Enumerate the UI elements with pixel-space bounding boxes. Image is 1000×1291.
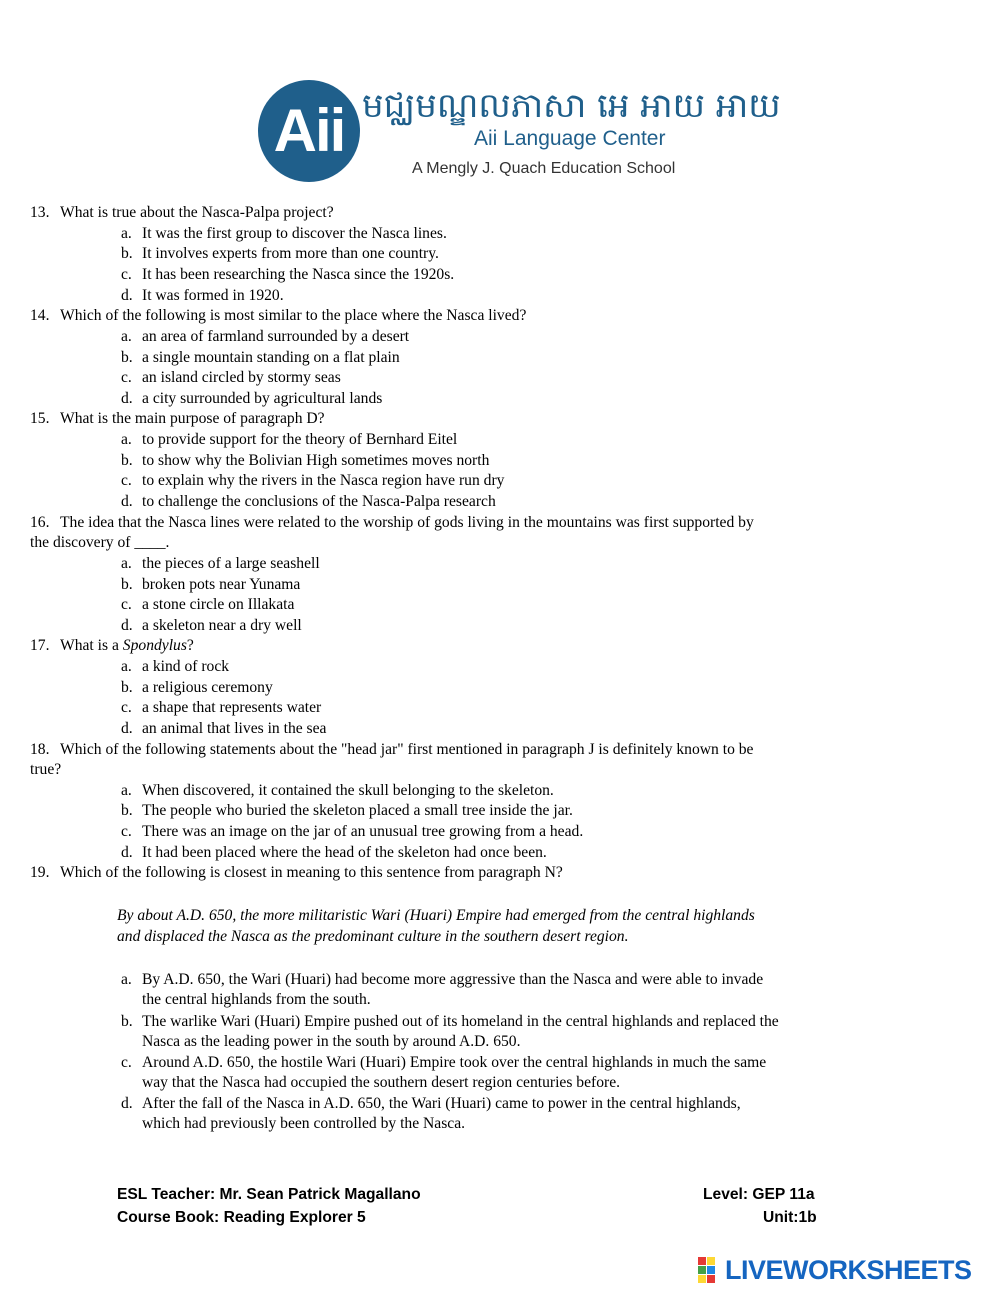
- q17-option-d[interactable]: d. an animal that lives in the sea: [121, 720, 327, 737]
- teacher-label: ESL Teacher: Mr. Sean Patrick Magallano: [117, 1186, 421, 1203]
- q18-option-d[interactable]: d. It had been placed where the head of the skeleton had once been.: [121, 844, 547, 861]
- question-16: 16. The idea that the Nasca lines were related to the worship of gods living in the mountains was first supported by: [30, 514, 754, 531]
- q18-option-a[interactable]: a. When discovered, it contained the skull belonging to the skeleton.: [121, 782, 554, 799]
- q19-option-c[interactable]: c. Around A.D. 650, the hostile Wari (Huari) Empire took over the central highlands in much the same: [121, 1054, 767, 1071]
- q13-option-a[interactable]: a. It was the first group to discover the Nasca lines.: [121, 225, 447, 242]
- logo-block-blue: [707, 1266, 715, 1274]
- question-15: 15. What is the main purpose of paragraph D?: [30, 410, 325, 427]
- q16-option-d[interactable]: d. a skeleton near a dry well: [121, 617, 302, 634]
- q19-option-d-cont[interactable]: which had previously been controlled by the Nasca.: [142, 1115, 466, 1132]
- question-18-continued: true?: [30, 761, 62, 778]
- q15-option-c[interactable]: c. to explain why the rivers in the Nasca region have run dry: [121, 472, 505, 489]
- q19-option-b[interactable]: b. The warlike Wari (Huari) Empire pushed out of its homeland in the central highlands and replaced the: [121, 1013, 779, 1030]
- unit-label: Unit:1b: [763, 1209, 817, 1226]
- question-18: 18. Which of the following statements about the "head jar" first mentioned in paragraph J is definitely known to be: [30, 741, 754, 758]
- liveworksheets-logo-icon: [698, 1257, 726, 1285]
- logo-block-yellow-2: [698, 1275, 706, 1283]
- q16-option-c[interactable]: c. a stone circle on Illakata: [121, 596, 295, 613]
- q19-quote-line-2: and displaced the Nasca as the predominant culture in the southern desert region.: [117, 928, 629, 945]
- q16-option-a[interactable]: a. the pieces of a large seashell: [121, 555, 320, 572]
- logo-block-red-2: [707, 1275, 715, 1283]
- q18-option-b[interactable]: b. The people who buried the skeleton placed a small tree inside the jar.: [121, 802, 573, 819]
- q19-option-a-cont[interactable]: the central highlands from the south.: [142, 991, 371, 1008]
- q14-option-c[interactable]: c. an island circled by stormy seas: [121, 369, 341, 386]
- q19-quote-line-1: By about A.D. 650, the more militaristic Wari (Huari) Empire had emerged from the central highlands: [117, 907, 755, 924]
- question-14: 14. Which of the following is most similar to the place where the Nasca lived?: [30, 307, 527, 324]
- course-book-label: Course Book: Reading Explorer 5: [117, 1209, 366, 1226]
- question-13: 13. What is true about the Nasca-Palpa project?: [30, 204, 334, 221]
- q15-option-a[interactable]: a. to provide support for the theory of Bernhard Eitel: [121, 431, 458, 448]
- q15-option-d[interactable]: d. to challenge the conclusions of the Nasca-Palpa research: [121, 493, 496, 510]
- question-16-continued: the discovery of ____.: [30, 534, 170, 551]
- logo-block-yellow: [707, 1257, 715, 1265]
- center-name: Aii Language Center: [474, 127, 666, 150]
- q14-option-d[interactable]: d. a city surrounded by agricultural lands: [121, 390, 383, 407]
- q13-option-b[interactable]: b. It involves experts from more than one country.: [121, 245, 439, 262]
- logo-block-green: [698, 1266, 706, 1274]
- q19-option-c-cont[interactable]: way that the Nasca had occupied the southern desert region centuries before.: [142, 1074, 621, 1091]
- q13-option-c[interactable]: c. It has been researching the Nasca since the 1920s.: [121, 266, 455, 283]
- q18-option-c[interactable]: c. There was an image on the jar of an unusual tree growing from a head.: [121, 823, 584, 840]
- level-label: Level: GEP 11a: [703, 1186, 815, 1203]
- question-19: 19. Which of the following is closest in meaning to this sentence from paragraph N?: [30, 864, 563, 881]
- q15-option-b[interactable]: b. to show why the Bolivian High sometimes moves north: [121, 452, 490, 469]
- center-tagline: A Mengly J. Quach Education School: [412, 160, 676, 177]
- q17-option-b[interactable]: b. a religious ceremony: [121, 679, 273, 696]
- liveworksheets-brand: LIVEWORKSHEETS: [725, 1255, 972, 1285]
- q19-option-b-cont[interactable]: Nasca as the leading power in the south by around A.D. 650.: [142, 1033, 521, 1050]
- q17-option-a[interactable]: a. a kind of rock: [121, 658, 230, 675]
- khmer-title: មជ្ឈមណ្ឌលភាសា អេ អាយ អាយ: [362, 86, 781, 126]
- q14-option-a[interactable]: a. an area of farmland surrounded by a desert: [121, 328, 410, 345]
- q19-option-d[interactable]: d. After the fall of the Nasca in A.D. 650, the Wari (Huari) came to power in the central highlands,: [121, 1095, 741, 1112]
- q14-option-b[interactable]: b. a single mountain standing on a flat plain: [121, 349, 400, 366]
- q13-option-d[interactable]: d. It was formed in 1920.: [121, 287, 284, 304]
- q17-option-c[interactable]: c. a shape that represents water: [121, 699, 322, 716]
- aii-logo: Aii: [258, 80, 360, 182]
- question-17: 17. What is a Spondylus?: [30, 637, 194, 654]
- q16-option-b[interactable]: b. broken pots near Yunama: [121, 576, 301, 593]
- logo-block-red: [698, 1257, 706, 1265]
- q19-option-a[interactable]: a. By A.D. 650, the Wari (Huari) had become more aggressive than the Nasca and were able to invade: [121, 971, 764, 988]
